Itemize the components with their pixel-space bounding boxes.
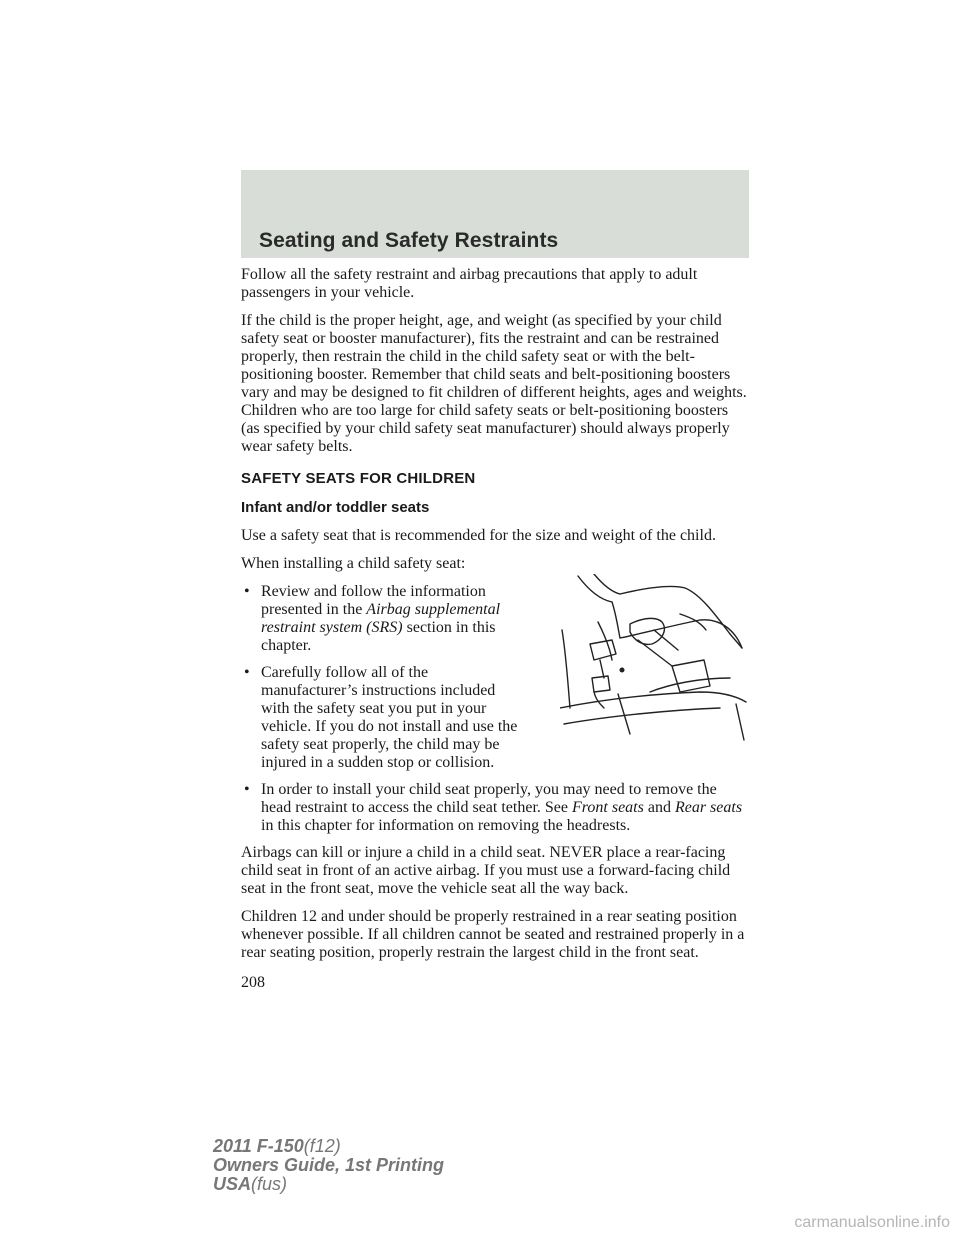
footer-model: 2011 F-150 (213, 1136, 304, 1156)
paragraph-children-rear-seat: Children 12 and under should be properly restrained in a rear seating position whenever possible. If all children cannot be seated and restrained properly in a rear seating position, properly restrain the largest child in the front seat. (241, 908, 745, 961)
paragraph-child-fit: If the child is the proper height, age, and weight (as specified by your child safety seat or booster manufacturer), fits the restraint and can be restrained properly, then restrain the child in the child safety seat or with the belt-positioning booster. Remember that child seats and belt-positioning boosters vary and may be designed to fit children of different heights, ages and weights. Children who are too large for child safety seats or belt-positioning boosters (as specified by your child safety seat manufacturer) should always properly wear safety belts. (241, 312, 747, 455)
bullet-marker: • (244, 664, 250, 681)
bullet-head-restraint (241, 781, 749, 835)
paragraph-installing-intro: When installing a child safety seat: (241, 555, 466, 572)
bullet-head-restraint-text-end: in this chapter for information on removing the headrests. (261, 817, 631, 834)
link-airbag-srs[interactable]: Airbag supplemental restraint system (SRS) (261, 601, 501, 636)
bullet-manufacturer-text: Carefully follow all of the manufacturer’s instructions included with the safety seat you put in your vehicle. If you do not install and use the safety seat properly, the child may be injured in a sudden stop or collision. (261, 664, 518, 771)
subsection-heading: Infant and/or toddler seats (241, 499, 430, 516)
bullet-manufacturer-instructions (241, 664, 519, 772)
bullet-head-restraint-and: and (647, 799, 671, 816)
footer-edition: Owners Guide, 1st Printing (213, 1155, 445, 1175)
footer-market-code: (fus) (251, 1174, 288, 1194)
footer-market: USA (213, 1174, 252, 1194)
link-rear-seats[interactable]: Rear seats (674, 799, 743, 816)
bullet-review-info (241, 583, 519, 655)
bullet-head-restraint-text: In order to install your child seat properly, you may need to remove the head restraint to access the child seat tether. See (261, 781, 717, 816)
section-header-band (241, 170, 749, 258)
bullet-review-text-end: section in this chapter. (261, 619, 496, 654)
site-watermark: carmanualsonline.info (794, 1214, 950, 1231)
bullet-marker: • (244, 583, 250, 600)
section-heading: SAFETY SEATS FOR CHILDREN (241, 470, 476, 487)
paragraph-airbag-warning: Airbags can kill or injure a child in a child seat. NEVER place a rear-facing child seat in front of an active airbag. If you must use a forward-facing child seat in the front seat, move the vehicle seat all the way back. (241, 844, 731, 897)
bullet-marker: • (244, 781, 250, 798)
section-title: Seating and Safety Restraints (259, 229, 559, 252)
paragraph-recommended-seat: Use a safety seat that is recommended for the size and weight of the child. (241, 527, 716, 544)
link-front-seats[interactable]: Front seats (571, 799, 644, 816)
page-number: 208 (241, 974, 265, 991)
paragraph-precautions: Follow all the safety restraint and airbag precautions that apply to adult passengers in your vehicle. (241, 266, 698, 301)
print-footer (213, 1137, 444, 1194)
safety-belt-buckle-illustration (560, 574, 750, 744)
footer-model-code: (f12) (303, 1136, 341, 1156)
bullet-review-text: Review and follow the information presented in the (261, 583, 486, 618)
